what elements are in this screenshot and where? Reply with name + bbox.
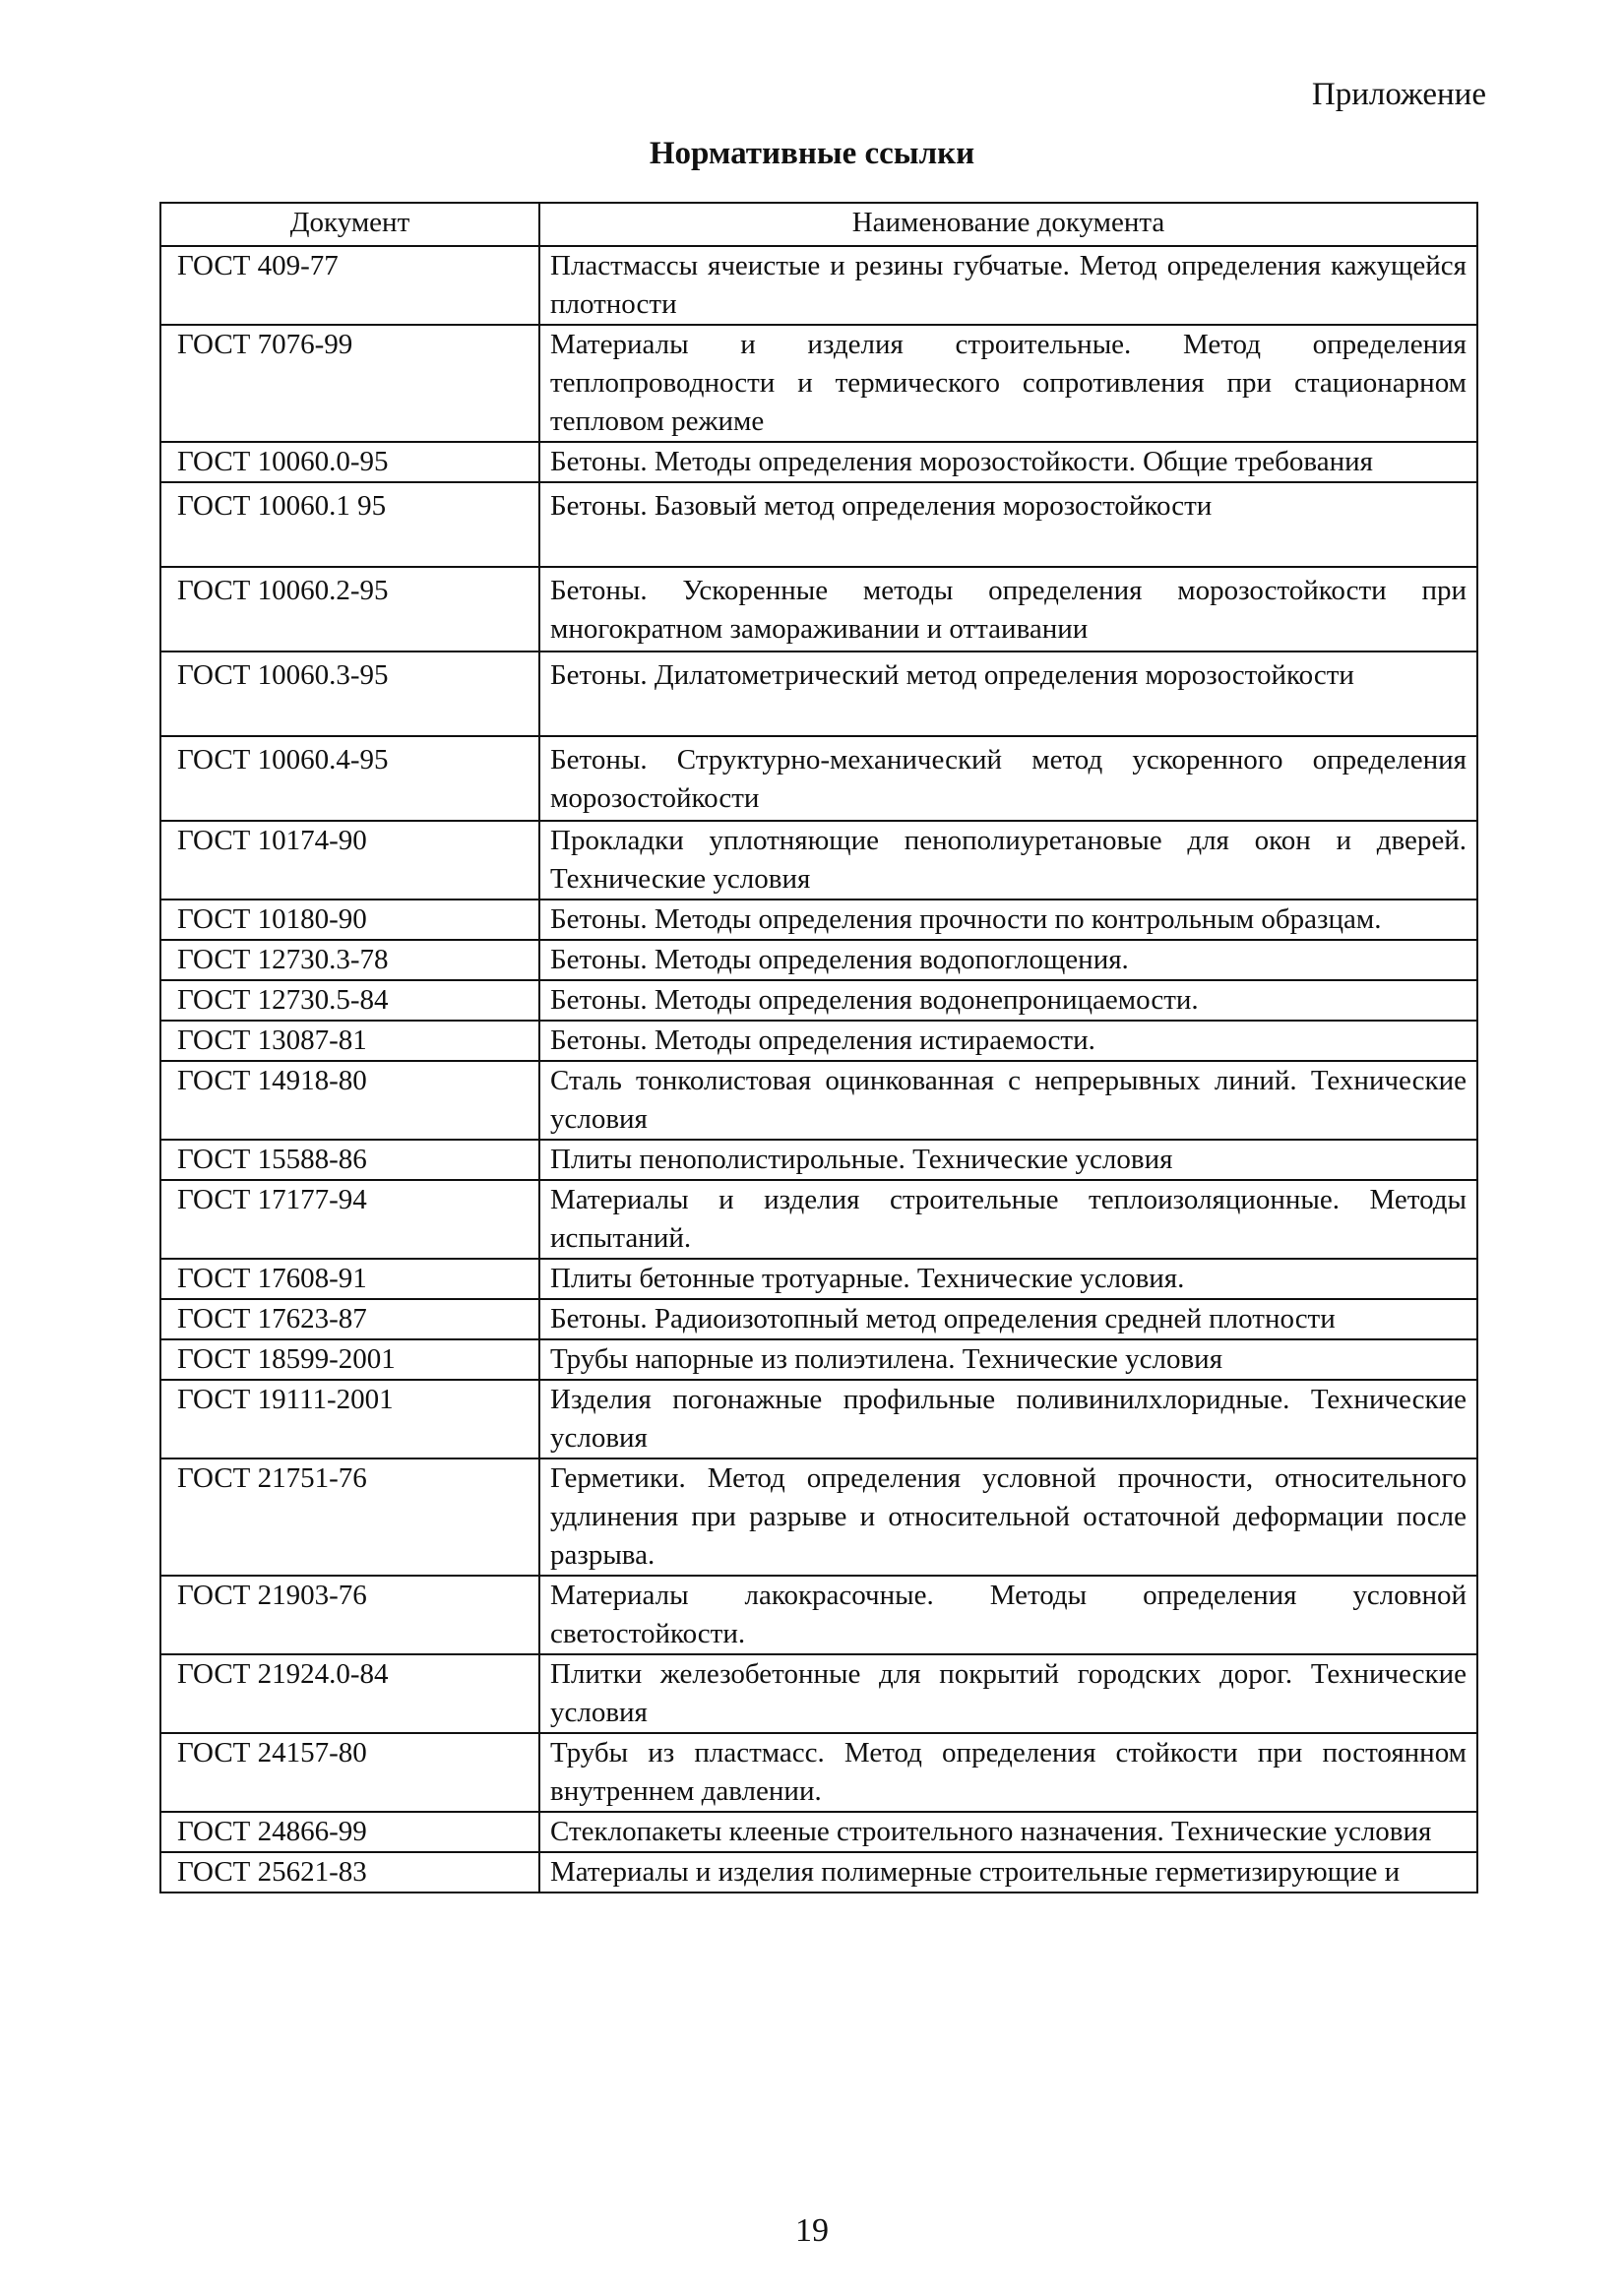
document-name: Бетоны. Методы определения прочности по контрольным образцам. <box>539 900 1477 940</box>
table-body <box>160 246 1477 1893</box>
document-code: ГОСТ 10060.1 95 <box>160 482 539 567</box>
appendix-label: Приложение <box>1311 77 1486 112</box>
document-name: Бетоны. Методы определения истираемости. <box>539 1021 1477 1061</box>
document-code: ГОСТ 12730.5-84 <box>160 980 539 1021</box>
table-row <box>160 1180 1477 1259</box>
column-header-name: Наименование документа <box>539 203 1477 246</box>
document-code: ГОСТ 17623-87 <box>160 1299 539 1339</box>
document-name: Бетоны. Базовый метод определения морозостойкости <box>539 482 1477 567</box>
document-name: Материалы лакокрасочные. Методы определения условной светостойкости. <box>539 1576 1477 1654</box>
table-row <box>160 1339 1477 1380</box>
table-row <box>160 442 1477 482</box>
table-row <box>160 1140 1477 1180</box>
table-row <box>160 1733 1477 1812</box>
document-code: ГОСТ 10180-90 <box>160 900 539 940</box>
document-code: ГОСТ 14918-80 <box>160 1061 539 1140</box>
document-code: ГОСТ 17608-91 <box>160 1259 539 1299</box>
table-row <box>160 940 1477 980</box>
table-row <box>160 1299 1477 1339</box>
document-code: ГОСТ 409-77 <box>160 246 539 325</box>
document-name: Бетоны. Радиоизотопный метод определения средней плотности <box>539 1299 1477 1339</box>
document-name: Плитки железобетонные для покрытий городских дорог. Технические условия <box>539 1654 1477 1733</box>
document-name: Сталь тонколистовая оцинкованная с непрерывных линий. Технические условия <box>539 1061 1477 1140</box>
references-table <box>159 202 1478 1893</box>
document-name: Материалы и изделия полимерные строительные герметизирующие и <box>539 1852 1477 1893</box>
document-code: ГОСТ 10174-90 <box>160 821 539 900</box>
document-code: ГОСТ 21751-76 <box>160 1458 539 1576</box>
document-name: Бетоны. Методы определения водопоглощения. <box>539 940 1477 980</box>
document-code: ГОСТ 10060.3-95 <box>160 652 539 736</box>
document-name: Плиты пенополистирольные. Технические условия <box>539 1140 1477 1180</box>
table-row <box>160 1654 1477 1733</box>
document-title: Нормативные ссылки <box>649 136 975 171</box>
table-row <box>160 325 1477 442</box>
document-code: ГОСТ 7076-99 <box>160 325 539 442</box>
table-row <box>160 980 1477 1021</box>
document-name: Материалы и изделия строительные теплоизоляционные. Методы испытаний. <box>539 1180 1477 1259</box>
document-name: Трубы напорные из полиэтилена. Технические условия <box>539 1339 1477 1380</box>
table-row <box>160 482 1477 567</box>
document-name: Бетоны. Дилатометрический метод определения морозостойкости <box>539 652 1477 736</box>
document-code: ГОСТ 10060.0-95 <box>160 442 539 482</box>
table-row <box>160 246 1477 325</box>
document-code: ГОСТ 25621-83 <box>160 1852 539 1893</box>
document-code: ГОСТ 18599-2001 <box>160 1339 539 1380</box>
table-row <box>160 1021 1477 1061</box>
document-code: ГОСТ 10060.4-95 <box>160 736 539 821</box>
document-code: ГОСТ 17177-94 <box>160 1180 539 1259</box>
document-code: ГОСТ 21903-76 <box>160 1576 539 1654</box>
document-code: ГОСТ 13087-81 <box>160 1021 539 1061</box>
document-name: Бетоны. Методы определения водонепроницаемости. <box>539 980 1477 1021</box>
document-name: Бетоны. Ускоренные методы определения морозостойкости при многократном замораживании и оттаивании <box>539 567 1477 652</box>
table-row <box>160 821 1477 900</box>
table-row <box>160 1259 1477 1299</box>
document-name: Стеклопакеты клееные строительного назначения. Технические условия <box>539 1812 1477 1852</box>
table-row <box>160 736 1477 821</box>
document-name: Трубы из пластмасс. Метод определения стойкости при постоянном внутреннем давлении. <box>539 1733 1477 1812</box>
table-row <box>160 1576 1477 1654</box>
document-code: ГОСТ 19111-2001 <box>160 1380 539 1458</box>
table-row <box>160 1061 1477 1140</box>
table-header-row <box>160 203 1477 246</box>
document-name: Изделия погонажные профильные поливинилхлоридные. Технические условия <box>539 1380 1477 1458</box>
document-name: Материалы и изделия строительные. Метод определения теплопроводности и термического сопротивления при стационарном тепловом режиме <box>539 325 1477 442</box>
table-row <box>160 652 1477 736</box>
document-code: ГОСТ 12730.3-78 <box>160 940 539 980</box>
document-name: Плиты бетонные тротуарные. Технические условия. <box>539 1259 1477 1299</box>
table-row <box>160 900 1477 940</box>
document-code: ГОСТ 21924.0-84 <box>160 1654 539 1733</box>
document-code: ГОСТ 24866-99 <box>160 1812 539 1852</box>
page-number: 19 <box>795 2212 829 2249</box>
table-row <box>160 1458 1477 1576</box>
column-header-document: Документ <box>160 203 539 246</box>
document-code: ГОСТ 24157-80 <box>160 1733 539 1812</box>
table-row <box>160 1812 1477 1852</box>
document-name: Бетоны. Структурно-механический метод ускоренного определения морозостойкости <box>539 736 1477 821</box>
document-name: Пластмассы ячеистые и резины губчатые. Метод определения кажущейся плотности <box>539 246 1477 325</box>
document-code: ГОСТ 10060.2-95 <box>160 567 539 652</box>
table-row <box>160 1852 1477 1893</box>
document-name: Бетоны. Методы определения морозостойкости. Общие требования <box>539 442 1477 482</box>
document-name: Прокладки уплотняющие пенополиуретановые для окон и дверей. Технические условия <box>539 821 1477 900</box>
document-name: Герметики. Метод определения условной прочности, относительного удлинения при разрыве и относительной остаточной деформации после разрыва. <box>539 1458 1477 1576</box>
table-row <box>160 567 1477 652</box>
document-code: ГОСТ 15588-86 <box>160 1140 539 1180</box>
table-row <box>160 1380 1477 1458</box>
